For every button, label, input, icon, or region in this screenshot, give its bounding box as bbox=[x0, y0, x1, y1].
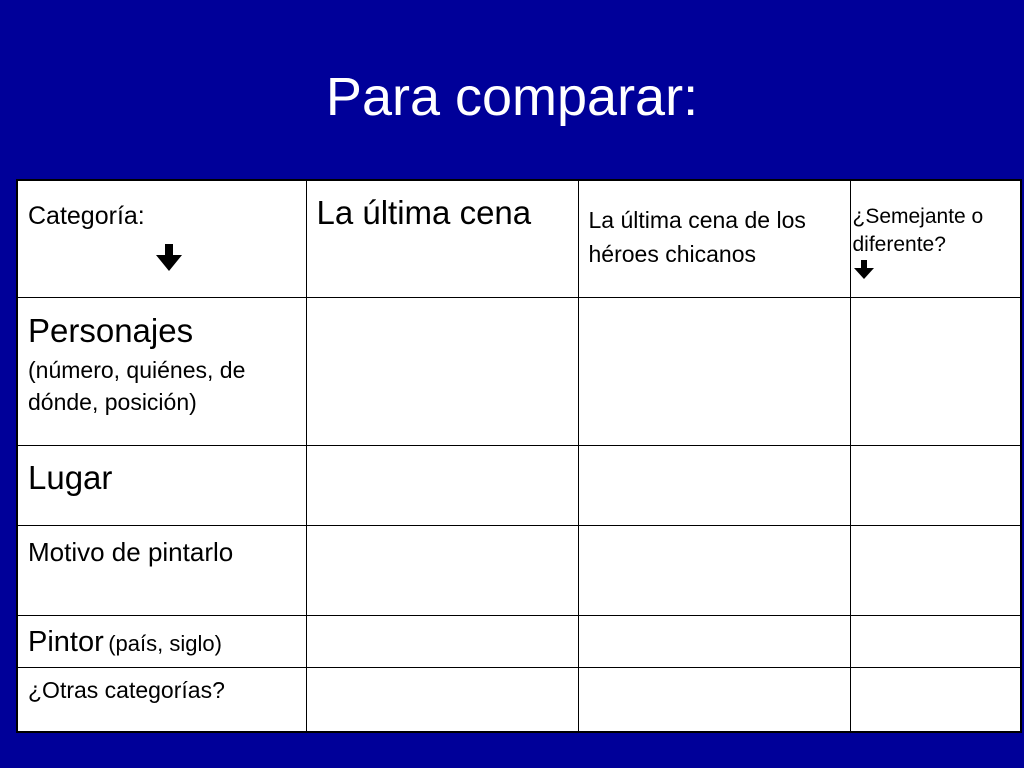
header-col-ultima-cena bbox=[306, 181, 578, 297]
answer-cell[interactable] bbox=[306, 525, 578, 615]
answer-cell[interactable] bbox=[578, 525, 850, 615]
table-header-row bbox=[18, 181, 1020, 297]
arrow-down-icon bbox=[154, 244, 184, 272]
comparison-grid bbox=[18, 181, 1020, 731]
header-semejante-label: ¿Semejante o diferente? bbox=[852, 205, 984, 256]
header-category-label: Categoría: bbox=[28, 202, 145, 230]
answer-cell[interactable] bbox=[306, 297, 578, 445]
arrow-down-icon bbox=[853, 260, 875, 280]
answer-cell[interactable] bbox=[578, 297, 850, 445]
table-row bbox=[18, 667, 1020, 731]
header-heroes-chicanos-label: La última cena de los héroes chicanos bbox=[588, 207, 806, 267]
category-detail: (país, siglo) bbox=[108, 630, 222, 656]
header-category-cell bbox=[18, 181, 306, 297]
answer-cell[interactable] bbox=[850, 615, 1020, 667]
category-cell-personajes bbox=[18, 297, 306, 445]
category-label: Pintor bbox=[28, 625, 104, 658]
answer-cell[interactable] bbox=[850, 297, 1020, 445]
table-row bbox=[18, 525, 1020, 615]
answer-cell[interactable] bbox=[306, 615, 578, 667]
answer-cell[interactable] bbox=[306, 445, 578, 525]
table-row bbox=[18, 615, 1020, 667]
table-row bbox=[18, 445, 1020, 525]
header-col-heroes-chicanos bbox=[578, 181, 850, 297]
table-row bbox=[18, 297, 1020, 445]
header-col-semejante bbox=[850, 181, 1020, 297]
category-label: Lugar bbox=[28, 458, 113, 496]
category-label: Personajes bbox=[28, 311, 194, 349]
answer-cell[interactable] bbox=[850, 445, 1020, 525]
category-cell-lugar bbox=[18, 445, 306, 525]
category-cell-otras bbox=[18, 667, 306, 731]
slide-title: Para comparar: bbox=[325, 67, 699, 127]
answer-cell[interactable] bbox=[850, 525, 1020, 615]
category-cell-pintor bbox=[18, 615, 306, 667]
category-label: Motivo de pintarlo bbox=[28, 536, 234, 567]
answer-cell[interactable] bbox=[578, 445, 850, 525]
answer-cell[interactable] bbox=[578, 667, 850, 731]
answer-cell[interactable] bbox=[578, 615, 850, 667]
category-label: ¿Otras categorías? bbox=[28, 676, 225, 703]
header-ultima-cena-label: La última cena bbox=[316, 194, 532, 231]
answer-cell[interactable] bbox=[850, 667, 1020, 731]
category-detail: (número, quiénes, de dónde, posición) bbox=[28, 356, 246, 415]
category-cell-motivo bbox=[18, 525, 306, 615]
answer-cell[interactable] bbox=[306, 667, 578, 731]
comparison-table bbox=[16, 179, 1022, 733]
